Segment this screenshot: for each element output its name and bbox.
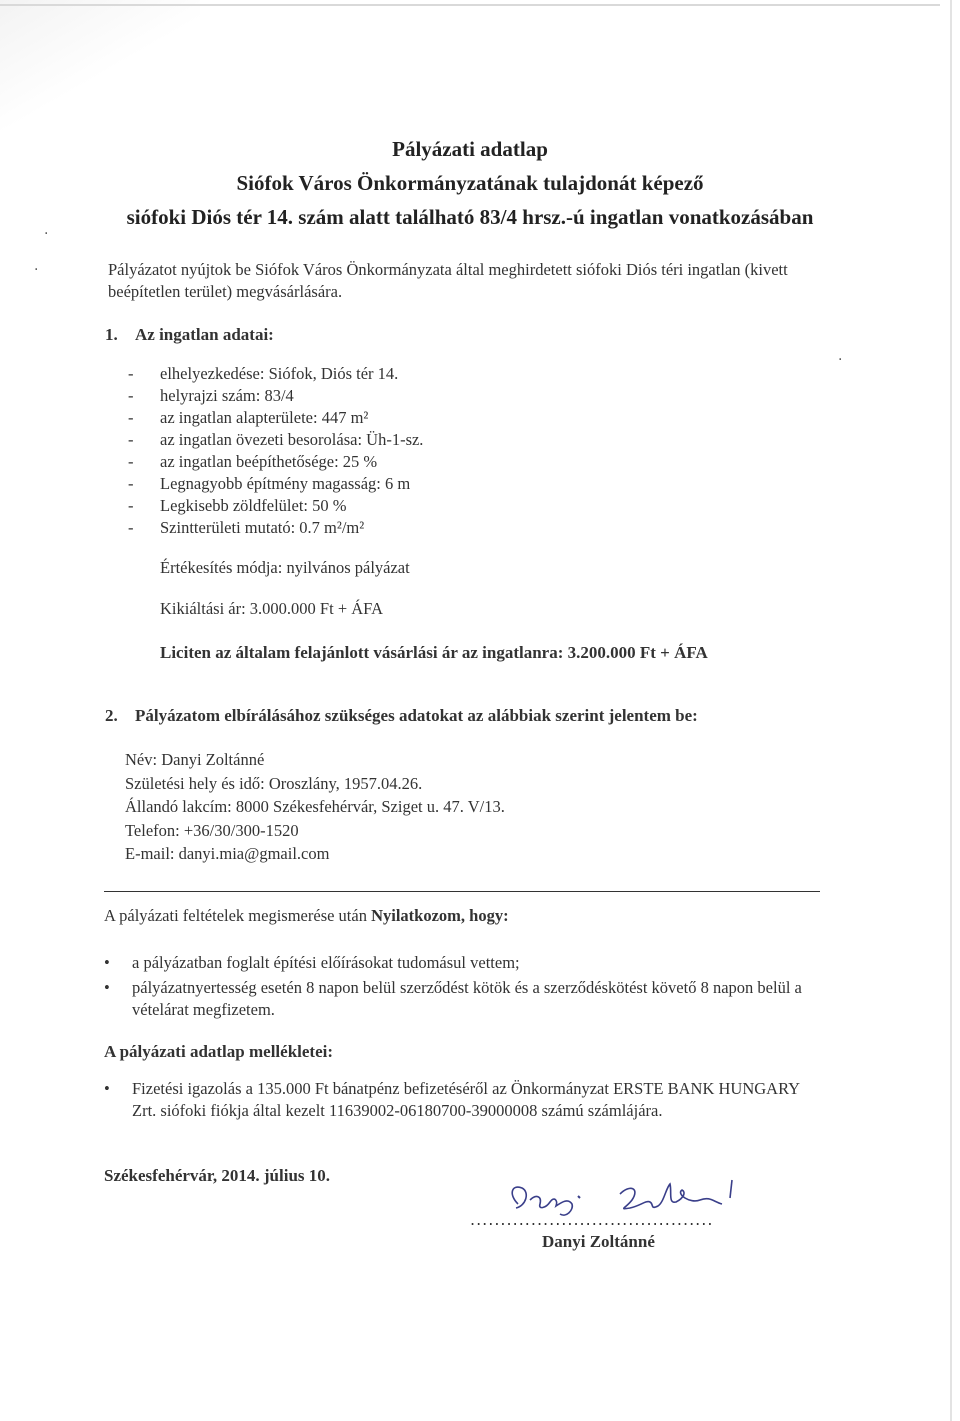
dash-bullet: - — [128, 474, 134, 493]
scan-edge-right — [950, 0, 952, 1421]
bullet-dot: • — [104, 1079, 110, 1098]
scan-speck: · — [838, 352, 843, 368]
declaration-emphasis: Nyilatkozom, hogy: — [371, 906, 509, 925]
scan-shadow — [0, 0, 200, 130]
applicant-name: Név: Danyi Zoltánné — [125, 750, 265, 769]
list-item: - Szintterületi mutató: 0.7 m²/m² — [128, 518, 365, 537]
dash-bullet: - — [128, 518, 134, 537]
dash-bullet: - — [128, 408, 134, 427]
divider — [104, 891, 820, 892]
list-item: • pályázatnyertesség esetén 8 napon belül szerződést kötök és a szerződéskötést követő 8 napon belül a vételárat megfizetem. — [104, 978, 802, 1019]
signatory-name: Danyi Zoltánné — [542, 1232, 655, 1251]
dash-bullet: - — [128, 430, 134, 449]
list-item: - az ingatlan övezeti besorolása: Üh-1-sz. — [128, 430, 424, 449]
section-1-heading — [105, 325, 274, 345]
attachments-list — [104, 1078, 824, 1125]
bullet-dot: • — [104, 953, 110, 972]
dash-bullet: - — [128, 452, 134, 471]
list-item: - Legkisebb zöldfelület: 50 % — [128, 496, 347, 515]
applicant-details — [125, 748, 505, 866]
list-item: • a pályázatban foglalt építési előírásokat tudomásul vettem; — [104, 953, 520, 972]
bid-price: Liciten az általam felajánlott vásárlási ár az ingatlanra: 3.200.000 Ft + ÁFA — [160, 643, 708, 662]
section-number: 1. — [105, 325, 118, 344]
signature-line: ........................................ — [470, 1210, 714, 1229]
applicant-birth: Születési hely és idő: Oroszlány, 1957.04.26. — [125, 773, 423, 793]
intro-paragraph: Pályázatot nyújtok be Siófok Város Önkormányzata által meghirdetett siófoki Diós téri ingatlan (kivett beépítetlen terület) megvásárlására. — [108, 260, 788, 301]
scan-speck: · — [44, 226, 49, 242]
section-title: Pályázatom elbírálásához szükséges adatokat az alábbiak szerint jelentem be: — [135, 706, 698, 725]
scan-speck: · — [34, 262, 39, 278]
section-title: Az ingatlan adatai: — [135, 325, 274, 344]
list-item: - Legnagyobb építmény magasság: 6 m — [128, 474, 411, 493]
document-title: Pályázati adatlap — [392, 137, 548, 161]
list-item: - az ingatlan beépíthetősége: 25 % — [128, 452, 378, 471]
scan-edge-top — [0, 4, 940, 6]
document-subject: siófoki Diós tér 14. szám alatt található 83/4 hrsz.-ú ingatlan vonatkozásában — [126, 205, 814, 229]
list-item: • Fizetési igazolás a 135.000 Ft bánatpénz befizetéséről az Önkormányzat ERSTE BANK HUNGARY Zrt. siófoki fiókja által kezelt 11639002-06180700-39000008 számú számlájára. — [104, 1079, 800, 1120]
list-item: - elhelyezkedése: Siófok, Diós tér 14. — [128, 364, 399, 383]
place-and-date: Székesfehérvár, 2014. július 10. — [104, 1166, 331, 1185]
section-number: 2. — [105, 706, 118, 725]
applicant-phone: Telefon: +36/30/300-1520 — [125, 820, 299, 840]
applicant-email: E-mail: danyi.mia@gmail.com — [125, 844, 330, 863]
document-subtitle: Siófok Város Önkormányzatának tulajdonát képező — [236, 171, 704, 195]
dash-bullet: - — [128, 386, 134, 405]
list-item: - az ingatlan alapterülete: 447 m² — [128, 408, 369, 427]
section-2-heading — [105, 706, 698, 726]
dash-bullet: - — [128, 364, 134, 383]
sales-method: Értékesítés módja: nyilvános pályázat — [160, 558, 410, 577]
declaration-list — [104, 952, 824, 1024]
bullet-dot: • — [104, 978, 110, 997]
list-item: - helyrajzi szám: 83/4 — [128, 386, 294, 405]
declaration-heading: A pályázati feltételek megismerése után Nyilatkozom, hogy: — [104, 906, 509, 925]
dash-bullet: - — [128, 496, 134, 515]
attachments-heading: A pályázati adatlap mellékletei: — [104, 1042, 334, 1061]
property-details-list — [128, 363, 423, 539]
starting-price: Kikiáltási ár: 3.000.000 Ft + ÁFA — [160, 599, 384, 618]
applicant-address: Állandó lakcím: 8000 Székesfehérvár, Sziget u. 47. V/13. — [125, 797, 505, 816]
